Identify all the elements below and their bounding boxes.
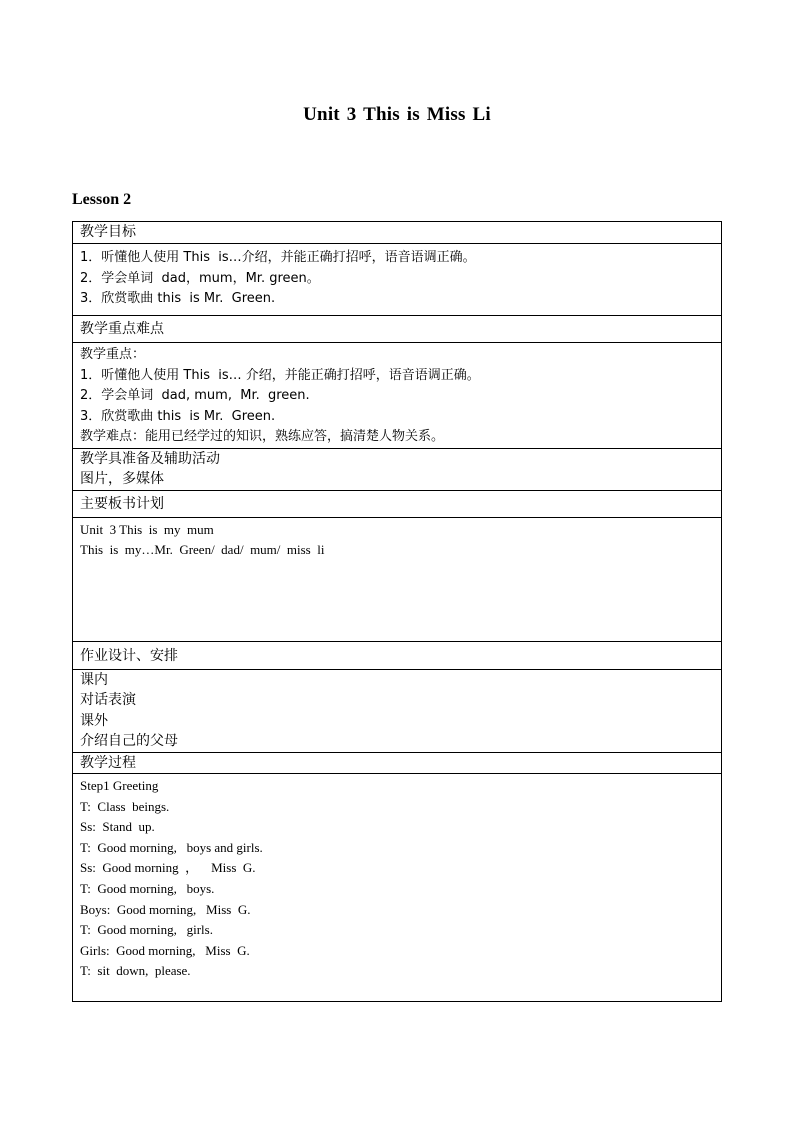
process-line-7: Boys: Good morning, Miss G.: [80, 901, 251, 917]
lesson-label: Lesson 2: [72, 191, 132, 208]
homework-line-1: 课内: [80, 671, 108, 688]
homework-body: [73, 669, 722, 752]
process-body: [73, 774, 722, 1002]
homework-line-2: 对话表演: [80, 692, 136, 708]
process-heading-text: 教学过程: [80, 754, 136, 771]
process-line-5: Ss: Good morning ， Miss G.: [80, 860, 256, 876]
goals-line-3: 3．欣赏歌曲 this is Mr. Green.: [80, 291, 276, 306]
process-line-6: T: Good morning, boys.: [80, 880, 215, 896]
preparation-cell: [73, 448, 722, 490]
board-plan-heading: [73, 490, 722, 517]
process-line-9: Girls: Good morning, Miss G.: [80, 942, 250, 958]
board-plan-line-1: Unit 3 This is my mum: [80, 521, 214, 537]
process-line-2: T: Class beings.: [80, 798, 170, 814]
homework-body-row: [73, 669, 722, 752]
process-line-3: Ss: Stand up.: [80, 819, 155, 835]
key-points-body: [73, 343, 722, 449]
document-title: Unit 3 This is Miss Li: [303, 104, 491, 125]
homework-line-4: 介绍自己的父母: [80, 733, 178, 749]
board-plan-body-row: [73, 517, 722, 641]
key-points-heading-text: 教学重点难点: [80, 321, 164, 337]
key-points-body-row: [73, 343, 722, 449]
goals-heading: [73, 222, 722, 244]
board-plan-body: [73, 517, 722, 641]
homework-heading-text: 作业设计、安排: [80, 647, 178, 664]
process-line-8: T: Good morning, girls.: [80, 922, 213, 938]
board-plan-line-2: This is my…Mr. Green/ dad/ mum/ miss li: [80, 542, 325, 558]
preparation-line-1: 图片，多媒体: [80, 471, 164, 487]
lesson-plan-table: [72, 221, 722, 1002]
goals-body: [73, 244, 722, 316]
key-points-line-4: 3．欣赏歌曲 this is Mr. Green.: [80, 408, 276, 424]
process-heading-row: [73, 752, 722, 774]
key-points-line-1: 教学重点：: [80, 347, 146, 362]
homework-line-3: 课外: [80, 712, 108, 729]
homework-heading: [73, 641, 722, 669]
process-line-1: Step1 Greeting: [80, 778, 159, 793]
process-line-10: T: sit down, please.: [80, 963, 191, 979]
key-points-line-3: 2．学会单词 dad, mum, Mr. green.: [80, 388, 310, 403]
goals-heading-row: [73, 222, 722, 244]
process-body-row: [73, 774, 722, 1002]
key-points-heading-row: [73, 316, 722, 343]
goals-heading-text: 教学目标: [80, 224, 136, 240]
key-points-line-5: 教学难点：能用已经学过的知识，熟练应答，搞清楚人物关系。: [80, 429, 445, 444]
process-line-4: T: Good morning, boys and girls.: [80, 839, 263, 855]
key-points-line-2: 1．听懂他人使用 This is… 介绍，并能正确打招呼，语音语调正确。: [80, 367, 480, 383]
homework-heading-row: [73, 641, 722, 669]
preparation-heading: 教学具准备及辅助活动: [80, 450, 220, 467]
key-points-heading: [73, 316, 722, 343]
goals-body-row: [73, 244, 722, 316]
board-plan-heading-text: 主要板书计划: [80, 495, 164, 512]
preparation-row: [73, 448, 722, 490]
goals-line-1: 1．听懂他人使用 This is…介绍，并能正确打招呼，语音语调正确。: [80, 250, 476, 265]
board-plan-heading-row: [73, 490, 722, 517]
process-heading: [73, 752, 722, 774]
goals-line-2: 2．学会单词 dad，mum，Mr. green。: [80, 270, 320, 286]
